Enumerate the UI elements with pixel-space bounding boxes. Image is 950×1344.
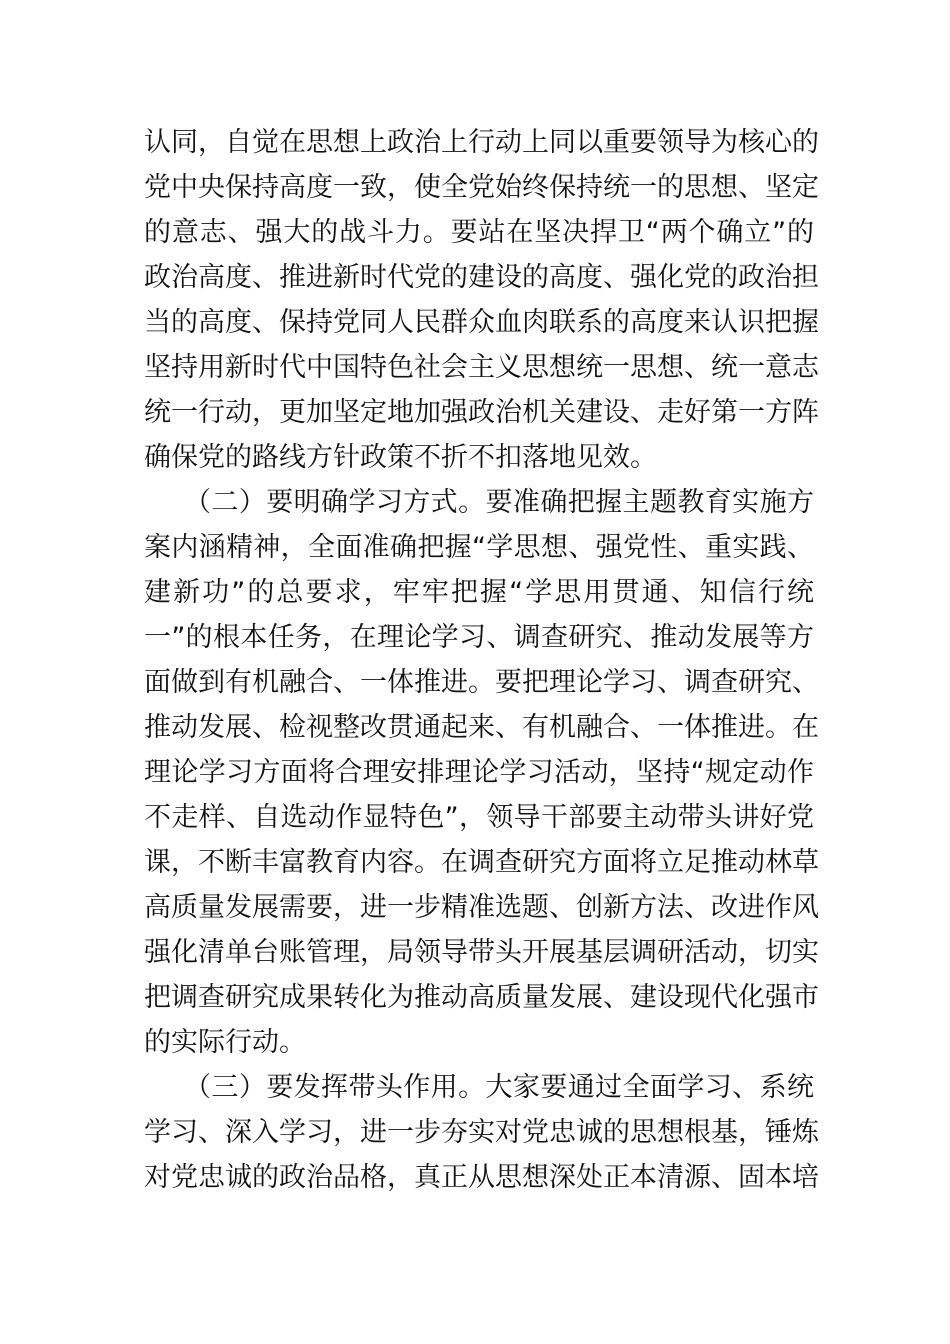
- text-line: 高质量发展需要，进一步精准选题、创新方法、改进作风: [144, 892, 819, 923]
- text-line: 统一行动，更加坚定地加强政治机关建设、走好第一方阵: [144, 397, 819, 428]
- text-line: 理论学习方面将合理安排理论学习活动，坚持“规定动作: [144, 757, 814, 788]
- text-line: 的意志、强大的战斗力。要站在坚决捍卫“两个确立”的: [144, 217, 814, 248]
- text-line: 面做到有机融合、一体推进。要把理论学习、调查研究、: [144, 667, 819, 698]
- section-heading-line: （二）要明确学习方式。要准确把握主题教育实施方: [184, 487, 814, 518]
- text-line: 一”的根本任务，在理论学习、调查研究、推动发展等方: [144, 622, 814, 653]
- text-line: 学习、深入学习，进一步夯实对党忠诚的思想根基，锤炼: [144, 1117, 819, 1148]
- text-line: 把调查研究成果转化为推动高质量发展、建设现代化强市: [144, 982, 819, 1013]
- text-line: 坚持用新时代中国特色社会主义思想统一思想、统一意志: [144, 352, 819, 383]
- text-line: 不走样、自选动作显特色”，领导干部要主动带头讲好党: [144, 802, 814, 833]
- text-line: 课，不断丰富教育内容。在调查研究方面将立足推动林草: [144, 847, 819, 878]
- text-line: 政治高度、推进新时代党的建设的高度、强化党的政治担: [144, 262, 819, 293]
- body-text: [144, 120, 819, 1200]
- section-heading-line: （三）要发挥带头作用。大家要通过全面学习、系统: [184, 1072, 814, 1103]
- text-line: 当的高度、保持党同人民群众血肉联系的高度来认识把握: [144, 307, 819, 338]
- text-line: 强化清单台账管理，局领导带头开展基层调研活动，切实: [144, 937, 819, 968]
- text-line: 党中央保持高度一致，使全党始终保持统一的思想、坚定: [144, 172, 819, 203]
- text-line: 推动发展、检视整改贯通起来、有机融合、一体推进。在: [144, 712, 819, 743]
- text-line: 对党忠诚的政治品格，真正从思想深处正本清源、固本培: [144, 1162, 819, 1193]
- text-line: 确保党的路线方针政策不折不扣落地见效。: [144, 442, 657, 473]
- text-line: 建新功”的总要求，牢牢把握“学思用贯通、知信行统: [144, 577, 814, 608]
- text-line: 认同，自觉在思想上政治上行动上同以重要领导为核心的: [144, 127, 819, 158]
- text-line: 案内涵精神，全面准确把握“学思想、强党性、重实践、: [144, 532, 814, 563]
- text-line: 的实际行动。: [144, 1027, 306, 1058]
